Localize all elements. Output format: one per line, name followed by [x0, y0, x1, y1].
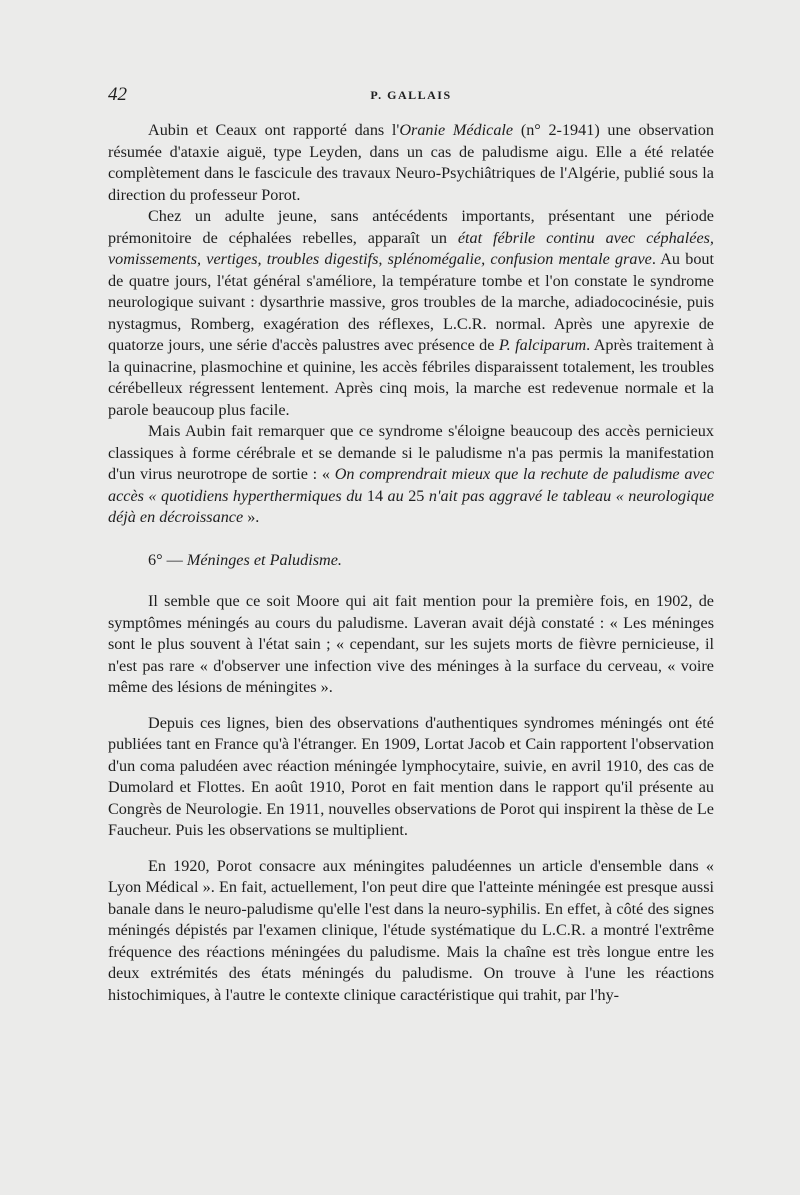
page-header	[108, 84, 714, 106]
paragraph	[108, 206, 714, 421]
page-number: 42	[108, 84, 127, 105]
text-run: Depuis ces lignes, bien des observations d'authentiques syndromes méningés ont été publiées tant en France qu'à l'étranger. En 1909, Lortat Jacob et Cain rapportent l'observation d'un coma paludéen avec réaction méningée lymphocytaire, suivie, en avril 1910, des cas de Dumolard et Flottes. En août 1910, Porot en fait mention dans le rapport qu'il présente au Congrès de Neurologie. En 1911, nouvelles observations de Porot qui inspirent la thèse de Le Faucheur. Puis les observations se multiplient.	[108, 713, 714, 839]
italic-run: au	[387, 486, 404, 505]
italic-run: Oranie Médicale	[399, 121, 514, 139]
text-run: ».	[243, 508, 260, 526]
text-run: Aubin et Ceaux ont rapporté dans l'	[148, 121, 400, 139]
text-run: Mais Aubin fait remarquer que ce syndrome s'éloigne beaucoup des accès pernicieux classiques à forme cérébrale et se demande si le paludisme n'a pas permis la manifestation d'un virus neurotrope de sortie : «	[108, 422, 714, 483]
italic-run: P. falciparum	[498, 336, 587, 354]
text-run: 14	[362, 486, 388, 505]
running-head: P. GALLAIS	[370, 88, 452, 102]
italic-run: n'ait pas aggravé le tableau « neurologique déjà en décroissance	[108, 486, 715, 526]
text-run: (n° 2-1941) une observation résumée d'ataxie aiguë, type Leyden, dans un cas de paludisme aigu. Elle a été relatée complètement dans le fascicule des travaux Neuro-Psychiâtriques de l'Algérie, publié sous la direction du professeur Porot.	[108, 121, 714, 204]
paragraph	[108, 591, 714, 699]
text-run: En 1920, Porot consacre aux méningites paludéennes un article d'ensemble dans « Lyon Médical ». En fait, actuellement, l'on peut dire que l'atteinte méningée est presque aussi banale dans le neuro-paludisme qu'elle l'est dans la neuro-syphilis. En effet, à côté des signes méningés dépistés par l'examen clinique, l'étude systématique du L.C.R. a montré l'extrême fréquence des réactions méningées du paludisme. Mais la chaîne est très longue entre les deux extrémités des états méningés du paludisme. On trouve à l'une les réactions histochimiques, à l'autre le contexte clinique caractéristique qui trahit, par l'hy-	[108, 856, 714, 1004]
text-run: 25	[403, 486, 429, 505]
paragraphs-after	[108, 591, 714, 1006]
italic-run: état fébrile continu avec céphalées, vomissements, vertiges, troubles digestifs, splénomégalie, confusion mentale grave	[108, 228, 714, 268]
italic-run: On comprendrait mieux que la rechute de paludisme avec accès « quotidiens hyperthermiques du	[108, 465, 715, 505]
paragraph	[108, 120, 714, 206]
paragraph	[108, 856, 714, 1007]
text-run: . Au bout de quatre jours, l'état général s'améliore, la température tombe et l'on constate le syndrome neurologique suivant : dysarthrie massive, gros troubles de la marche, adiadococinésie, puis nystagmus, Romberg, exagération des réflexes, L.C.R. normal. Après une apyrexie de quatorze jours, une série d'accès palustres avec présence de	[108, 250, 715, 354]
paragraph	[108, 421, 714, 529]
section-dash: —	[166, 550, 183, 569]
body-text	[108, 120, 714, 1006]
text-run: . Après traitement à la quinacrine, plasmochine et quinine, les accès fébriles disparaissent totalement, les troubles cérébelleux régressent lentement. Après cinq mois, la marche est redevenue normale et la parole beaucoup plus facile.	[108, 336, 714, 419]
paragraphs-before	[108, 120, 714, 529]
text-run: Chez un adulte jeune, sans antécédents importants, présentant une période prémonitoire de céphalées rebelles, apparaît un	[108, 207, 714, 247]
paragraph	[108, 713, 714, 842]
section-number: 6°	[148, 550, 163, 569]
section-title: Méninges et Paludisme.	[186, 550, 342, 569]
text-run: Il semble que ce soit Moore qui ait fait mention pour la première fois, en 1902, de symptômes méningés au cours du paludisme. Laveran avait déjà constaté : « Les méninges sont le plus souvent à l'état sain ; « cependant, sur les sujets morts de fièvre pernicieuse, il n'est pas rare « d'observer une infection vive des méninges à la surface du cerveau, « voire même des lésions de méningites ».	[108, 592, 714, 696]
section-heading	[108, 550, 714, 572]
